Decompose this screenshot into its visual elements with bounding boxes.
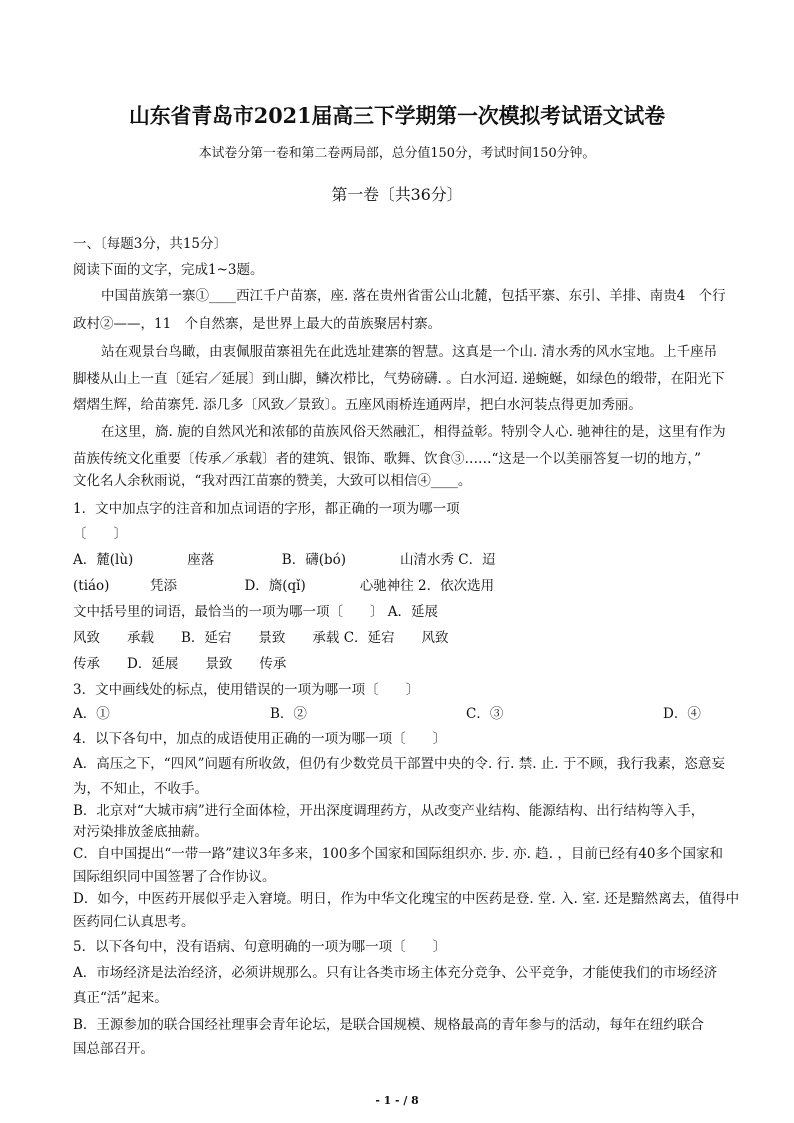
question-line: C．自中国提出“一带一路”建议3年多来，100多个国家和国际组织亦. 步. 亦. 趋. ，目前已经有40多个国家和 bbox=[73, 846, 723, 862]
question-line: A．高压之下，“四风”问题有所收敛，但仍有少数党员干部置中央的令. 行. 禁. 止. 于不顾，我行我素，恣意妄 bbox=[73, 756, 725, 772]
passage-line: 文化名人余秋雨说，“我对西江苗寨的赞美，大致可以相信④____。 bbox=[73, 473, 472, 489]
q3-option-a: A．① bbox=[73, 706, 110, 722]
question-line: 文中括号里的词语，最恰当的一项为哪一项〔 〕 A．延展 bbox=[73, 604, 439, 620]
exam-subtitle: 本试卷分第一卷和第二卷两局部，总分值150分，考试时间150分钟。 bbox=[198, 146, 596, 161]
reading-intro: 阅读下面的文字，完成1~3题。 bbox=[73, 262, 264, 278]
part-heading: 一、〔每题3分，共15分〕 bbox=[73, 236, 228, 252]
question-line: 医药同仁认真思考。 bbox=[73, 914, 195, 930]
question-line: 1．文中加点字的注音和加点词语的字形，都正确的一项为哪一项 bbox=[73, 501, 460, 517]
question-line: 5．以下各句中，没有语病、句意明确的一项为哪一项〔 〕 bbox=[73, 939, 447, 955]
q3-option-b: B．② bbox=[270, 706, 307, 722]
question-line: 为，不知止，不收手。 bbox=[73, 781, 208, 797]
passage-line: 脚楼从山上一直〔延宕／延展〕到山脚，鳞次栉比，气势磅礴. 。白水河迢. 递蜿蜒，如绿色的缎带，在阳光下 bbox=[73, 371, 725, 387]
q3-option-d: D．④ bbox=[663, 706, 701, 722]
question-line: 风致 承载 B．延宕 景致 承载 C．延宕 风致 bbox=[73, 630, 449, 646]
q3-option-c: C．③ bbox=[466, 706, 504, 722]
question-line: 3．文中画线处的标点，使用错误的一项为哪一项〔 〕 bbox=[73, 682, 420, 698]
page-title: 山东省青岛市2021届高三下学期第一次模拟考试语文试卷 bbox=[129, 103, 665, 128]
passage-line: 政村②——，11 个自然寨，是世界上最大的苗族聚居村寨。 bbox=[73, 316, 442, 332]
passage-line: 苗族传统文化重要〔传承／承载〕者的建筑、银饰、歌舞、饮食③……“这是一个以美丽答复一切的地方，” bbox=[73, 451, 702, 467]
question-line: A．市场经济是法治经济，必须讲规那么。只有让各类市场主体充分竞争、公平竞争，才能使我们的市场经济 bbox=[73, 965, 718, 981]
passage-line: 中国苗族第一寨①____西江千户苗寨，座. 落在贵州省雷公山北麓，包括平寨、东引、羊排、南贵4 个行 bbox=[101, 288, 726, 304]
question-line: 对污染排放釜底抽薪。 bbox=[73, 824, 208, 840]
passage-line: 在这里，旖. 旎的自然风光和浓郁的苗族风俗天然融汇，相得益彰。特别令人心. 驰神往的是，这里有作为 bbox=[101, 424, 726, 440]
question-line: (tiáo) 凭添 D．旖(qǐ) 心驰神往 2．依次选用 bbox=[73, 578, 495, 594]
question-line: 传承 D．延展 景致 传承 bbox=[73, 656, 287, 672]
question-line: 真正“活”起来。 bbox=[73, 990, 168, 1006]
question-line: 〔 〕 bbox=[73, 526, 127, 542]
question-line: 4．以下各句中，加点的成语使用正确的一项为哪一项〔 〕 bbox=[73, 731, 447, 747]
question-line: 国际组织同中国签署了合作协议。 bbox=[73, 869, 276, 885]
page-number: - 1 - / 8 bbox=[375, 1094, 419, 1107]
question-line: B．王源参加的联合国经社理事会青年论坛，是联合国规模、规格最高的青年参与的活动，每年在纽约联合 bbox=[73, 1017, 704, 1033]
question-line: B．北京对“大城市病”进行全面体检，开出深度调理药方，从改变产业结构、能源结构、出行结构等入手， bbox=[73, 803, 705, 819]
question-line: 国总部召开。 bbox=[73, 1041, 154, 1057]
question-line: A．麓(lù) 座落 B．礴(bó) 山清水秀 C．迢 bbox=[73, 552, 496, 568]
question-line: D．如今，中医药开展似乎走入窘境。明日，作为中华文化瑰宝的中医药是登. 堂. 入. 室. 还是黯然离去，值得中 bbox=[73, 891, 740, 907]
section-title: 第一卷〔共36分〕 bbox=[331, 185, 463, 204]
passage-line: 站在观景台鸟瞰，由衷佩服苗寨祖先在此选址建寨的智慧。这真是一个山. 清水秀的风水宝地。上千座吊 bbox=[101, 344, 718, 360]
passage-line: 熠熠生辉，给苗寨凭. 添几多〔风致／景致〕。五座风雨桥连通两岸，把白水河装点得更加秀丽。 bbox=[73, 397, 642, 413]
